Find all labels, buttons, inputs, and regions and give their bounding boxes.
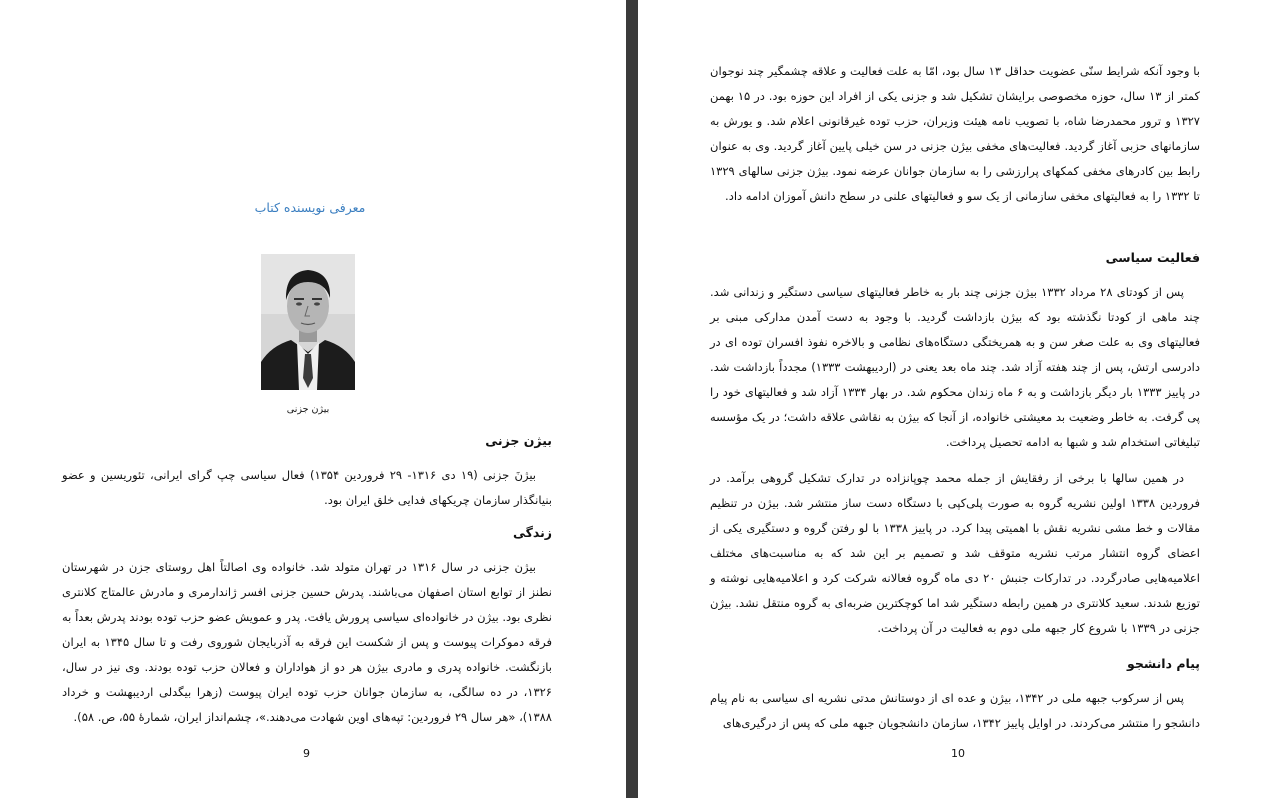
page-number-left: 9 xyxy=(303,747,310,760)
heading-student-message: پیام دانشجو xyxy=(1127,656,1200,671)
page-gutter xyxy=(626,0,638,798)
author-portrait-image xyxy=(261,254,355,390)
right-paragraph-1: با وجود آنکه شرایط سنّی عضویت حداقل ۱۳ سال بود، امّا به علت فعالیت و علاقه چشمگیر چند نوجوان کمتر از ۱۳ سال، حوزه مخصوصی برایشان تشکیل شد و جزنی یکی از افراد این حوزه بود. در ۱۵ بهمن ۱۳۲۷ و ترور محمدرضا شاه، با تصویب نامه هیئت وزیران، حزب توده غیرقانونی اعلام شد. و یورش به سازمانهای حزبی آغاز گردید. فعالیت‌های مخفی بیژن جزنی در سن خیلی پایین آغاز گردید. وی به عنوان رابط بین کادرهای مخفی کمکهای پرارزشی را به سازمان جوانان عرضه نمود. بیژن جزنی سالهای ۱۳۲۹ تا ۱۳۳۲ را به فعالیتهای مخفی سازمانی از یک سو و فعالیتهای علنی در سطح دانش آموزان ادامه داد. xyxy=(710,64,1200,203)
heading-political-activity: فعالیت سیاسی xyxy=(1105,250,1200,265)
heading-life: زندگی xyxy=(512,525,552,540)
life-paragraph: بیژن جزنی در سال ۱۳۱۶ در تهران متولد شد. خانواده وی اصالتاً اهل روستای جزن در شهرستان نطنز از توابع استان اصفهان می‌باشند. پدرش حسین جزنی افسر ژاندارمری و مادرش عالمتاج کلانتری نظری بود. بیژن در خانواده‌ای سیاسی پرورش یافت. پدر و عمویش عضو حزب توده بودند پدرش بعداً به فرقه دموکرات پیوست و پس از شکست این فرقه به آذربایجان شوروی رفت و تا سال ۱۳۴۵ به ایران بازنگشت. خانواده پدری و مادری بیژن هر دو از هواداران و فعالان حزب توده بودند. وی نیز در سال، ۱۳۲۶، در ده سالگی، به سازمان جوانان حزب توده ایران پیوست (زهرا بیگدلی اردیبهشت و خرداد ۱۳۸۸)، «هر سال ۲۹ فروردین: تپه‌های اوین شهادت می‌دهند.»، چشم‌انداز ایران، شمارهٔ ۵۵، ص. ۵۸). xyxy=(62,560,552,724)
photo-caption: بیژن جزنی xyxy=(286,404,330,415)
intro-paragraph: بیژنَ جزنی (۱۹ دی ۱۳۱۶- ۲۹ فروردین ۱۳۵۴) فعال سیاسی چپ گرای ایرانی، تئوریسین و عضو بنیانگذار سازمان چریکهای فدایی خلق ایران بود. xyxy=(62,468,552,507)
right-paragraph-3: در همین سالها با برخی از رفقایش از جمله محمد چوپانزاده در تدارک تشکیل گروهی برآمد. در فروردین ۱۳۳۸ اولین نشریه گروه به صورت پلی‌کپی با دستگاه دست ساز منتشر شد. بیژن در تنظیم مقالات و خط مشی نشریه نقش با اهمیتی پیدا کرد. در پاییز ۱۳۳۸ با لو رفتن گروه و دستگیری یکی از اعضای گروه انتشار مرتب نشریه متوقف شد و تصمیم بر این شد که به مناسبت‌های مختلف اعلامیه‌هایی صادرگردد. در تدارکات جنبش ۲۰ دی ماه گروه فعالانه شرکت کرد و اعلامیه‌هایی نوشته و توزیع شدند. سعید کلانتری در همین رابطه دستگیر شد اما کوچکترین ضربه‌ای به گروه منتقل نشد. بیژن جزنی در ۱۳۳۹ با شروع کار جبهه ملی دوم به فعالیت در آن پرداخت. xyxy=(710,471,1201,635)
left-page xyxy=(0,0,626,798)
section-title: معرفی نویسنده کتاب xyxy=(254,200,366,215)
heading-name: بیژن جزنی xyxy=(485,433,552,448)
page-number-right: 10 xyxy=(951,747,965,760)
right-paragraph-4: پس از سرکوب جبهه ملی در ۱۳۴۲، بیژن و عده ای از دوستانش مدتی نشریه ای سیاسی به نام پیام دانشجو را منتشر می‌کردند. در اوایل پاییز ۱۳۴۲، سازمان دانشجویان جبهه ملی که پس از درگیری‌های xyxy=(710,691,1200,730)
author-photo xyxy=(261,254,355,390)
right-paragraph-2: پس از کودتای ۲۸ مرداد ۱۳۳۲ بیژن جزنی چند بار به خاطر فعالیتهای سیاسی دستگیر و زندانی شد. چند ماهی از کودتا نگذشته بود که بیژن بازداشت گردید. با وجود به دست آمدن مدارکی مبنی بر فعالیتهای وی به علت صغر سن و به همریختگی دستگاه‌های نظامی و بالاخره نفوذ افسران توده ای در دادرسی ارتش، پس از چند هفته آزاد شد. چند ماه بعد یعنی در (اردیبهشت ۱۳۳۳) مجدداً بازداشت شد. در پاییز ۱۳۳۳ بار دیگر بازداشت و به ۶ ماه زندان محکوم شد. در بهار ۱۳۳۴ آزاد شد و فعالیتهای خود را پی گرفت. به خاطر وضعیت بد معیشتی خانواده، از آنجا که بیژن به نقاشی علاقه داشت؛ در یک مؤسسه تبلیغاتی استخدام شد و شبها به ادامه تحصیل پرداخت. xyxy=(710,285,1200,449)
right-page xyxy=(638,0,1261,798)
